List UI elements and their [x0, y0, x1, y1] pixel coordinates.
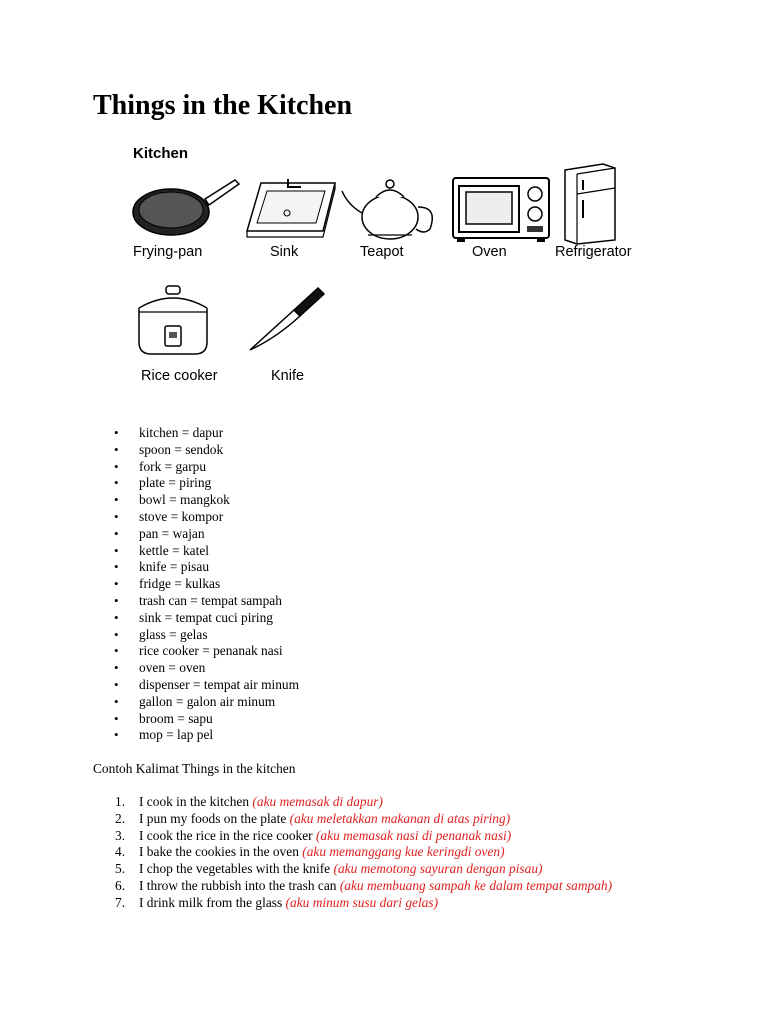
example-item [93, 895, 675, 912]
indonesian-translation: (aku meletakkan makanan di atas piring) [289, 810, 511, 826]
english-sentence: I cook the rice in the rice cooker [139, 827, 316, 843]
indonesian-translation: (aku minum susu dari gelas) [285, 894, 439, 910]
teapot-item [340, 173, 440, 245]
rice-cooker-item [131, 282, 216, 362]
list-item: • glass = gelas [93, 627, 299, 644]
english-sentence: I cook in the kitchen [139, 794, 253, 809]
example-item [93, 828, 675, 845]
list-item: • bowl = mangkok [93, 492, 299, 509]
list-item: • kitchen = dapur [93, 425, 299, 442]
sink-item [243, 175, 338, 245]
vocabulary-list [93, 425, 299, 744]
teapot-icon [340, 173, 440, 245]
item-number: 1. [115, 794, 126, 809]
item-number: 3. [115, 827, 126, 843]
frying-pan-icon [131, 175, 241, 245]
list-item: • fork = garpu [93, 459, 299, 476]
list-item: • sink = tempat cuci piring [93, 610, 299, 627]
oven-item [451, 176, 551, 246]
item-number: 6. [115, 877, 126, 893]
sink-label: Sink [270, 244, 299, 260]
examples-heading: Contoh Kalimat Things in the kitchen [93, 761, 296, 776]
english-sentence: I pun my foods on the plate [139, 810, 290, 826]
english-sentence: I bake the cookies in the oven [139, 844, 303, 860]
example-item [93, 861, 675, 878]
example-item [93, 878, 675, 895]
indonesian-translation: (aku membuang sampah ke dalam tempat sampah) [339, 877, 613, 893]
list-item: • pan = wajan [93, 526, 299, 543]
list-item: • gallon = galon air minum [93, 694, 299, 711]
list-item: • mop = lap pel [93, 727, 299, 744]
english-sentence: I drink milk from the glass [139, 894, 286, 910]
kitchen-illustration [123, 140, 663, 395]
knife-item [246, 284, 326, 354]
example-item [93, 811, 675, 828]
page-title: Things in the Kitchen [93, 90, 353, 121]
illustration-heading: Kitchen [133, 145, 189, 162]
teapot-label: Teapot [360, 244, 404, 260]
knife-icon [246, 284, 326, 354]
list-item: • spoon = sendok [93, 442, 299, 459]
list-item: • plate = piring [93, 475, 299, 492]
refrigerator-item [559, 162, 619, 246]
knife-label: Knife [271, 368, 305, 384]
list-item: • kettle = katel [93, 543, 299, 560]
list-item: • trash can = tempat sampah [93, 593, 299, 610]
list-item: • oven = oven [93, 660, 299, 677]
list-item: • rice cooker = penanak nasi [93, 643, 299, 660]
sink-icon [243, 175, 338, 245]
indonesian-translation: (aku memasak nasi di penanak nasi) [315, 827, 512, 843]
english-sentence: I throw the rubbish into the trash can [139, 877, 340, 893]
item-number: 5. [115, 861, 126, 877]
rice-cooker-label: Rice cooker [141, 368, 218, 384]
list-item: • broom = sapu [93, 711, 299, 728]
indonesian-translation: (aku memasak di dapur) [252, 794, 383, 809]
indonesian-translation: (aku memotong sayuran dengan pisau) [333, 861, 543, 877]
frying-pan-item [131, 175, 241, 245]
item-number: 7. [115, 894, 126, 910]
item-number: 2. [115, 810, 126, 826]
rice-cooker-icon [131, 282, 216, 362]
example-item [93, 844, 675, 861]
refrigerator-label: Refrigerator [555, 244, 632, 260]
list-item: • stove = kompor [93, 509, 299, 526]
list-item: • fridge = kulkas [93, 576, 299, 593]
oven-icon [451, 176, 551, 246]
item-number: 4. [115, 844, 126, 860]
refrigerator-icon [559, 162, 619, 246]
example-sentences [93, 794, 675, 912]
list-item: • dispenser = tempat air minum [93, 677, 299, 694]
list-item: • knife = pisau [93, 559, 299, 576]
frying-pan-label: Frying-pan [133, 244, 203, 260]
indonesian-translation: (aku memanggang kue keringdi oven) [302, 844, 505, 860]
example-item [93, 794, 675, 811]
english-sentence: I chop the vegetables with the knife [139, 861, 334, 877]
oven-label: Oven [472, 244, 507, 260]
